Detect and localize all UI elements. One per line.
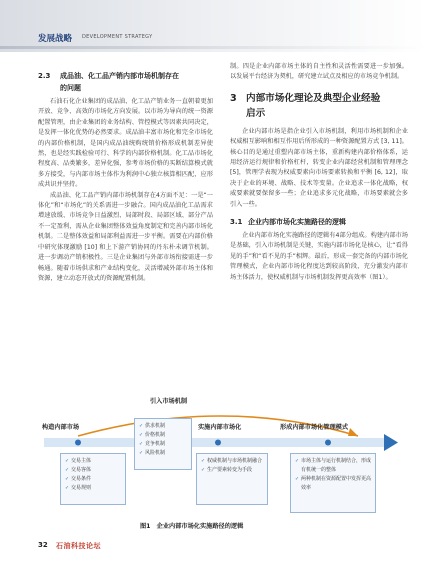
journal-name: 石油科技论坛	[56, 542, 101, 550]
node-marker	[215, 440, 221, 446]
node-marker	[75, 440, 81, 446]
section-title-en: DEVELOPMENT STRATEGY	[82, 34, 153, 40]
heading-title: 企业内部市场化实施路径的逻辑	[248, 218, 346, 227]
list-item: ✓ 竞争机制	[139, 440, 187, 449]
node-box-mechanisms	[134, 418, 192, 470]
node-title: 构造内部市场	[42, 424, 80, 431]
page-number: 32	[38, 541, 48, 549]
flow-bar	[44, 438, 384, 447]
list-item: ✓ 市场主体与运行机制结合，形成有机统一的整体	[295, 457, 371, 475]
figure-caption: 图1 企业内部市场化实施路径的逻辑	[140, 523, 244, 530]
figure-top-label: 引入市场机制	[150, 398, 188, 405]
paragraph: 企业内部市场是指企业引入市场机制，利用市场机制和企业权威相互影响和相互作用后所形成的一种资源配置方式 [3, 11]。核心目的是通过重塑内部市场主体，重新构建内部价格体系，运用经济运行规律和价格杠杆，转变企业内部经营机制和管理理念 [5]，管理学表现为权威要素向市场要素转换和平衡 [6, 12]，取决于企业的环境、战略、技术等变量。企业追求一体化战略，权威要素就要保留多一些；企业追求多元化战略，市场要素就会多引入一些。	[230, 127, 408, 208]
paragraph: 企业内部市场化实施路径的逻辑有4部分组成。构建内部市场是基础，引入市场机制是关键，实施内部市场化是核心，让“看得见的手”和“看不见的手”相辉。最后，形成一套完备的内部市场化管理模式，企业内部市场化程度达到较高阶段，充分激发内部市场主体活力，使权威机制与市场机制发挥更高效率（图1）。	[230, 232, 408, 281]
paragraph: 石油石化企业集团的成品油、化工品产销业务一直朝着更加开放、竞争、高效的市场化方向发展。以市场为导向的统一资源配置管理，由企业集团的业务结构、管控模式等因素共同决定，是发挥一体化优势的必然要求。成品油丰富市场化和完全市场化的内部价格机制，是国内成品油统购统销价格形成机制差异使然，也是经实践检验可行、科学的内部价格机制。化工品市场化程度高、品类繁多，差异化强，参考市场价格的买断结算模式就多方接受，与内部市场主体作为利润中心独立核算相匹配，应形成共识并坚持。	[38, 98, 213, 189]
heading-3-1	[230, 216, 408, 228]
list-item: ✓ 供求机制	[139, 422, 187, 431]
heading-2-3	[38, 70, 213, 94]
list-item: ✓ 两种机制在资源配置中发挥更高效率	[295, 475, 371, 493]
list-item: ✓ 价格机制	[139, 431, 187, 440]
node-box-management	[290, 453, 376, 513]
section-title: 发展战略	[38, 34, 73, 44]
heading-3	[230, 91, 408, 121]
heading-line-2: 启示	[246, 107, 266, 119]
heading-line-1: 成品油、化工品产销内部市场机制存在	[60, 72, 179, 80]
node-title: 实施内部市场化	[198, 424, 242, 431]
heading-number: 3	[230, 92, 237, 104]
list-item: ✓ 交易规则	[65, 484, 121, 493]
paragraph: 成品油、化工品产销内部市场机制存在4方面不足：一是“一体化”和“市场化”的关系需进一步融合。国内成品油化工品需求增速放缓、市场竞争日益激烈、局部时段、局部区域、部分产品不一定盈利，需从企业集团整体效益角度制定和完善内部市场化机制。二是整体效益和局部利益需进一步平衡。需要在内部价格中研究体现激励 [10] 和上下游产销协同的丹东朴未调节机制。进一步调动产销积极性。三是企业集团与外部市场衔接需进一步畅通。随着市场供求和产业结构变化，灵活增减外部市场主体和资源，建立动态开放式的资源配置机制。	[38, 191, 213, 282]
figure-1	[38, 398, 408, 520]
node-box-construct	[60, 453, 126, 505]
heading-line-1: 内部市场化理论及典型企业经验	[246, 92, 381, 104]
heading-number: 2.3	[38, 72, 51, 80]
left-column	[38, 70, 213, 284]
arrowhead	[348, 428, 358, 436]
list-item: ✓ 权威机制与市场机制融合	[201, 457, 263, 466]
node-title: 形成内部市场化管理模式	[280, 424, 349, 431]
heading-number: 3.1	[230, 218, 243, 227]
paragraph-continued: 制。四是企业内部市场主体的自主性和灵活性需要进一步加强。以发展平台经济为契机，研究建立试点及相应的市场竞争机制。	[230, 63, 408, 81]
header-band	[0, 0, 427, 52]
list-item: ✓ 交易条件	[65, 475, 121, 484]
list-item: ✓ 生产要素转变为手段	[201, 466, 263, 475]
right-column	[230, 62, 408, 283]
list-item: ✓ 交易主体	[65, 457, 121, 466]
node-marker	[325, 440, 331, 446]
heading-line-2: 的问题	[60, 84, 81, 92]
header-stripe	[0, 46, 427, 49]
flow-arrowhead	[384, 434, 398, 451]
list-item: ✓ 交易客体	[65, 466, 121, 475]
node-box-implement	[196, 453, 268, 505]
list-item: ✓ 风险机制	[139, 449, 187, 458]
